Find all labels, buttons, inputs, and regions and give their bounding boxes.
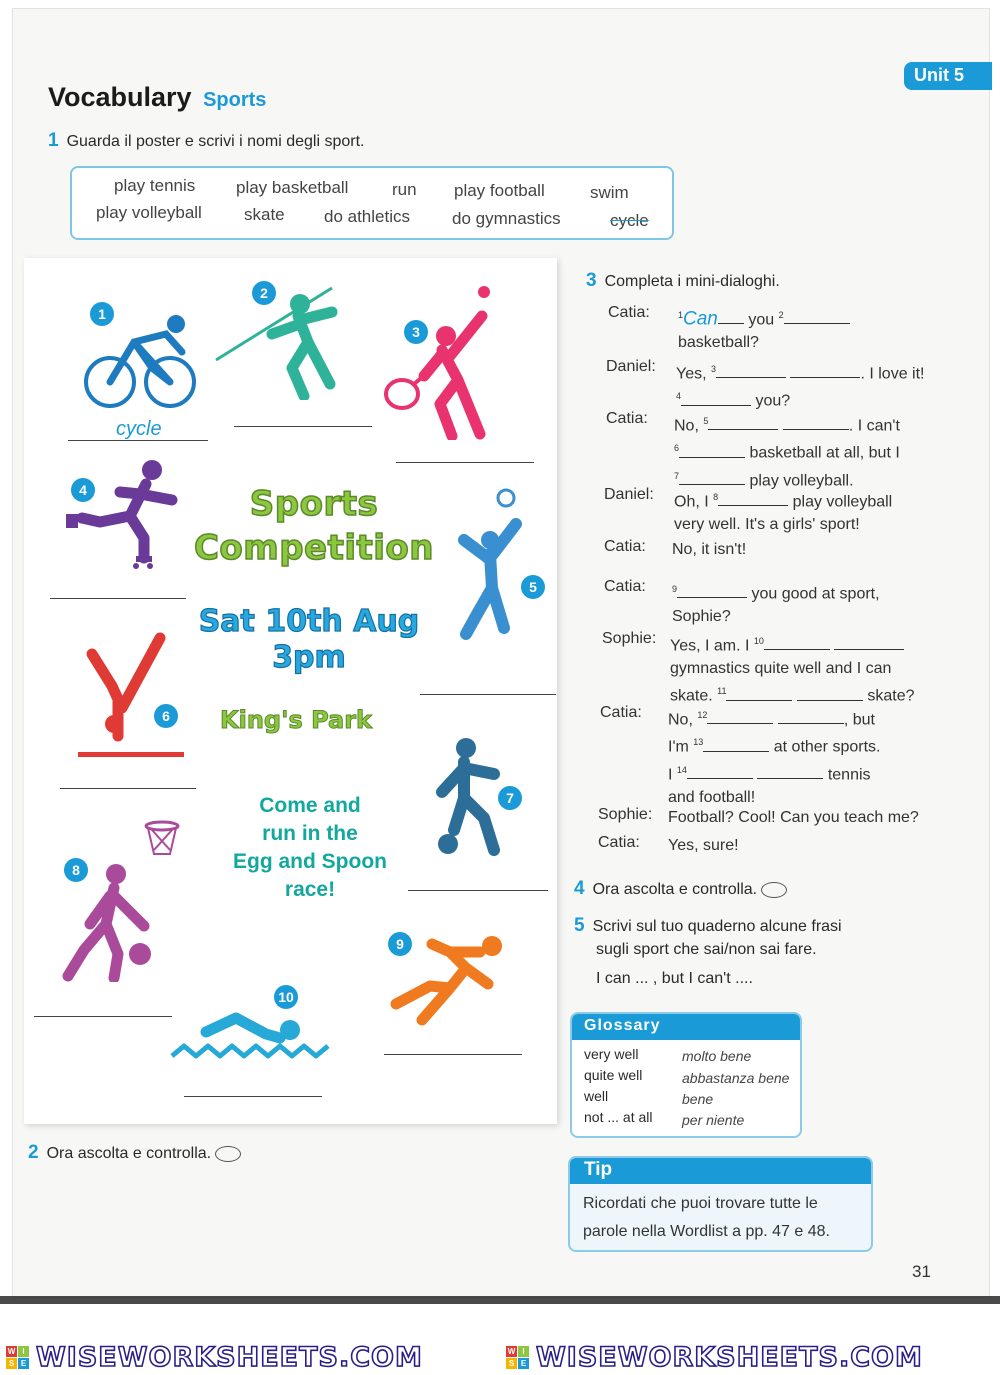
word-run: run — [392, 180, 417, 199]
answer-line-9 — [384, 1054, 522, 1055]
speaker-catia-2: Catia: — [606, 410, 648, 427]
tip-box — [568, 1156, 873, 1252]
number-badge-2: 2 — [252, 281, 276, 305]
watermark-text-1: WISEWORKSHEETS.COM — [36, 1342, 423, 1373]
dialogue-text-5: No, it isn't! — [672, 541, 747, 558]
blank-11b[interactable] — [797, 687, 863, 701]
speaker-catia-3: Catia: — [604, 538, 646, 555]
title-main: Vocabulary — [48, 82, 192, 112]
word-box — [70, 166, 674, 240]
number-badge-8: 8 — [64, 858, 88, 882]
dialogue-text-4: Oh, I $^8$ play volleyball very well. It's a girls' sport! — [674, 492, 893, 534]
answer-line-3 — [396, 462, 534, 463]
blank-5a[interactable] — [708, 416, 778, 430]
answer-can: Can — [683, 308, 718, 330]
volleyball-icon — [454, 488, 534, 640]
speaker-sophie-1: Sophie: — [602, 630, 657, 647]
speaker-sophie-2: Sophie: — [598, 806, 653, 823]
blank-8[interactable] — [718, 492, 788, 506]
dialogue-text-1: $^1$Can you $^2$ basketball? — [678, 304, 968, 354]
answer-1-cycle: cycle — [116, 418, 162, 440]
title-subtitle: Sports — [203, 89, 267, 111]
glossary-it-3: bene — [682, 1091, 714, 1107]
audio-cd-icon[interactable] — [215, 1146, 241, 1162]
exercise-1-number: 1 — [48, 130, 59, 151]
sports-poster — [24, 258, 557, 1124]
blank-5b[interactable] — [783, 416, 849, 430]
exercise-5-instruction — [574, 914, 842, 961]
word-play-tennis: play tennis — [114, 176, 196, 195]
tip-line2: parole nella Wordlist a pp. 47 e 48. — [583, 1223, 830, 1240]
glossary-it-4: per niente — [682, 1112, 745, 1128]
number-badge-6: 6 — [154, 704, 178, 728]
page-title — [48, 82, 266, 113]
blank-10a[interactable] — [764, 636, 830, 650]
exercise-3-instruction — [586, 270, 780, 292]
speaker-catia-6: Catia: — [598, 834, 640, 851]
unit-tab: Unit 5 — [904, 62, 992, 90]
glossary-it-2: abbastanza bene — [682, 1070, 790, 1086]
blank-12a[interactable] — [707, 710, 773, 724]
poster-invitation — [200, 792, 420, 904]
exercise-3-text: Completa i mini-dialoghi. — [604, 273, 780, 290]
word-play-football: play football — [454, 181, 545, 200]
blank-7[interactable] — [679, 471, 745, 485]
poster-date-line1: Sat 10th Aug — [198, 604, 420, 639]
javelin-icon — [212, 284, 352, 400]
page-edge — [0, 1296, 1000, 1304]
tennis-icon — [382, 284, 502, 440]
word-play-volleyball: play volleyball — [96, 203, 202, 222]
audio-cd-icon-2[interactable] — [761, 882, 787, 898]
dialogue-text-2: Yes, $^3$ . I love it! $^4$ you? — [676, 364, 925, 410]
word-do-athletics: do athletics — [324, 207, 410, 226]
tip-line1: Ricordati che puoi trovare tutte le — [583, 1195, 818, 1212]
glossary-box — [570, 1012, 802, 1138]
football-icon — [428, 734, 508, 860]
speaker-catia-4: Catia: — [604, 578, 646, 595]
cycling-icon — [82, 312, 202, 414]
blank-10b[interactable] — [834, 636, 904, 650]
speaker-daniel-1: Daniel: — [606, 358, 656, 375]
dialogue-text-6: $^9$ you good at sport, Sophie? — [672, 584, 880, 626]
number-badge-9: 9 — [388, 932, 412, 956]
poster-title-line1: Sports — [249, 484, 379, 524]
answer-line-7 — [408, 890, 548, 891]
answer-line-5 — [420, 694, 556, 695]
word-play-basketball: play basketball — [236, 178, 349, 197]
blank-1[interactable] — [718, 310, 744, 324]
dialogue-text-10: Yes, sure! — [668, 837, 739, 854]
page-number: 31 — [912, 1262, 931, 1281]
exercise-5-number: 5 — [574, 915, 585, 936]
dialogue-text-9: Football? Cool! Can you teach me? — [668, 809, 919, 826]
tip-body — [570, 1184, 871, 1246]
glossary-en-3: well — [584, 1088, 609, 1104]
blank-3b[interactable] — [790, 364, 860, 378]
blank-14a[interactable] — [687, 765, 753, 779]
poster-come-line4: race! — [284, 878, 336, 901]
basketball-hoop-icon — [142, 820, 182, 860]
poster-come-line2: run in the — [262, 822, 358, 845]
poster-title-line2: Competition — [193, 528, 434, 568]
dialogue-text-3: No, $^5$ . I can't $^6$ basketball at all, but I $^7$ play volleyball. — [674, 416, 900, 489]
answer-line-2 — [234, 426, 372, 427]
watermark-footer — [0, 1338, 1000, 1375]
wiseworksheets-logo-2: W I S E — [506, 1346, 530, 1370]
glossary-title: Glossary — [572, 1014, 800, 1040]
exercise-2-instruction — [28, 1142, 241, 1164]
swimming-icon — [170, 1008, 336, 1068]
blank-3a[interactable] — [716, 364, 786, 378]
tip-title: Tip — [570, 1158, 871, 1184]
number-badge-3: 3 — [404, 320, 428, 344]
exercise-1-instruction — [48, 130, 364, 152]
poster-come-line3: Egg and Spoon — [233, 850, 387, 873]
poster-date — [174, 604, 444, 676]
answer-line-8 — [34, 1016, 172, 1017]
gymnastics-icon — [74, 632, 184, 762]
answer-line-10 — [184, 1096, 322, 1097]
blank-13[interactable] — [703, 738, 769, 752]
exercise-3-number: 3 — [586, 270, 597, 291]
number-badge-4: 4 — [71, 478, 95, 502]
exercise-4-text: Ora ascolta e controlla. — [592, 881, 758, 898]
word-skate: skate — [244, 205, 285, 224]
blank-2[interactable] — [784, 310, 850, 324]
glossary-en-2: quite well — [584, 1067, 643, 1083]
exercise-2-text: Ora ascolta e controlla. — [46, 1145, 212, 1162]
basketball-player-icon — [60, 862, 160, 982]
exercise-5-line1: Scrivi sul tuo quaderno alcune frasi — [592, 918, 842, 935]
poster-come-line1: Come and — [259, 794, 361, 817]
number-badge-1: 1 — [90, 302, 114, 326]
blank-14b[interactable] — [757, 765, 823, 779]
blank-4[interactable] — [681, 392, 751, 406]
speaker-daniel-2: Daniel: — [604, 486, 654, 503]
speaker-catia-5: Catia: — [600, 704, 642, 721]
blank-11a[interactable] — [726, 687, 792, 701]
exercise-5-line2: sugli sport che sai/non sai fare. — [596, 941, 817, 958]
blank-9[interactable] — [677, 584, 747, 598]
exercise-1-text: Guarda il poster e scrivi i nomi degli sport. — [66, 133, 365, 150]
glossary-en-1: very well — [584, 1046, 639, 1062]
exercise-4-instruction — [574, 878, 787, 900]
exercise-5-example: I can ... , but I can't .... — [596, 970, 753, 987]
answer-line-4 — [50, 598, 186, 599]
word-cycle-struck: cycle — [610, 211, 649, 230]
running-icon — [388, 922, 504, 1028]
poster-date-line2: 3pm — [272, 640, 346, 675]
wiseworksheets-logo-1: W I S E — [6, 1346, 30, 1370]
glossary-it-1: molto bene — [682, 1048, 752, 1064]
skating-icon — [60, 458, 190, 570]
answer-line-6 — [60, 788, 196, 789]
blank-6[interactable] — [679, 444, 745, 458]
number-badge-10: 10 — [274, 985, 298, 1009]
speaker-catia-1: Catia: — [608, 304, 650, 321]
exercise-2-number: 2 — [28, 1142, 39, 1163]
poster-title — [174, 482, 454, 570]
watermark-text-2: WISEWORKSHEETS.COM — [536, 1342, 923, 1373]
word-swim: swim — [590, 183, 629, 202]
number-badge-5: 5 — [521, 575, 545, 599]
dialogue-text-7: Yes, I am. I $^{10}$ gymnastics quite well and I can skate. $^{11}$ skate? — [670, 636, 915, 705]
glossary-en-4: not ... at all — [584, 1109, 653, 1125]
poster-place: King's Park — [220, 706, 373, 734]
blank-12b[interactable] — [778, 710, 844, 724]
exercise-4-number: 4 — [574, 878, 585, 899]
word-do-gymnastics: do gymnastics — [452, 209, 561, 228]
number-badge-7: 7 — [498, 786, 522, 810]
dialogue-text-8: No, $^{12}$ , but I'm $^{13}$ at other sports. I $^{14}$ tennis and football! — [668, 710, 881, 806]
